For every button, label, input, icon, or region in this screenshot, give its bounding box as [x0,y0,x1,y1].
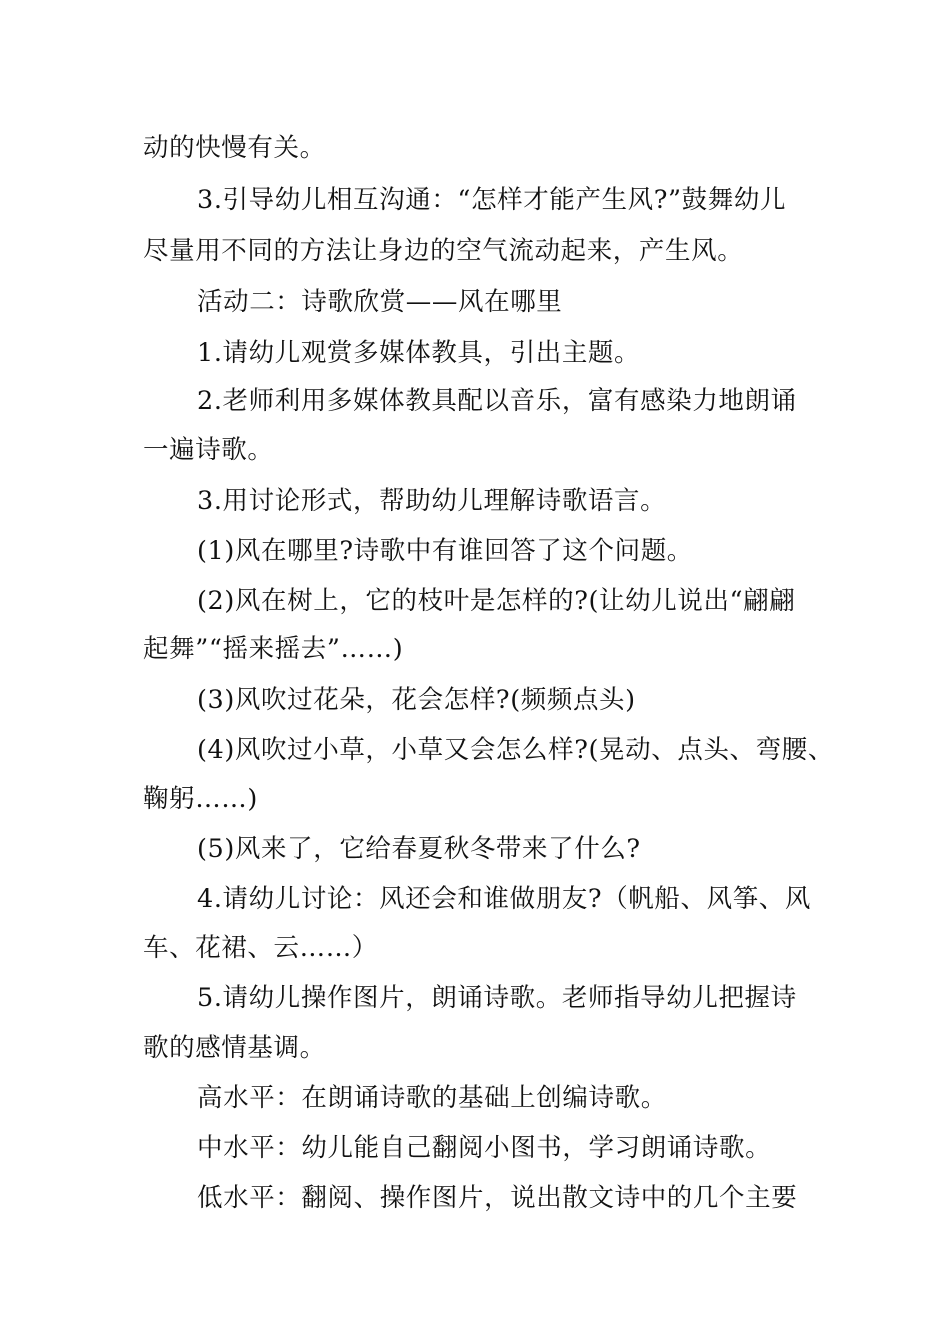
text-line: 高水平：在朗诵诗歌的基础上创编诗歌。 [197,1083,667,1113]
text-line: (2)风在树上，它的枝叶是怎样的?(让幼儿说出“翩翩 [197,586,796,616]
text-line: (1)风在哪里?诗歌中有谁回答了这个问题。 [197,536,693,566]
text-line: 动的快慢有关。 [143,133,326,163]
text-line: 歌的感情基调。 [143,1033,326,1063]
text-line: 一遍诗歌。 [143,435,274,465]
text-line: 2.老师利用多媒体教具配以音乐，富有感染力地朗诵 [197,386,797,416]
text-line: 3.用讨论形式，帮助幼儿理解诗歌语言。 [197,486,667,516]
text-line: 5.请幼儿操作图片，朗诵诗歌。老师指导幼儿把握诗 [197,983,797,1013]
text-line: 4.请幼儿讨论：风还会和谁做朋友?（帆船、风筝、风 [197,884,812,914]
text-line: (5)风来了，它给春夏秋冬带来了什么? [197,834,641,864]
text-line: 起舞”“摇来摇去”……) [143,634,404,664]
text-line: 3.引导幼儿相互沟通：“怎样才能产生风?”鼓舞幼儿 [197,185,787,215]
text-line: 1.请幼儿观赏多媒体教具，引出主题。 [197,338,641,368]
text-line: (4)风吹过小草，小草又会怎么样?(晃动、点头、弯腰、 [197,735,834,765]
text-line: (3)风吹过花朵，花会怎样?(频频点头) [197,685,636,715]
text-line: 鞠躬……) [143,784,258,814]
text-line: 尽量用不同的方法让身边的空气流动起来，产生风。 [143,236,744,266]
text-line: 低水平：翻阅、操作图片，说出散文诗中的几个主要 [197,1183,798,1213]
section-heading: 活动二：诗歌欣赏——风在哪里 [197,287,563,317]
text-line: 车、花裙、云……） [143,933,378,963]
text-line: 中水平：幼儿能自己翻阅小图书，学习朗诵诗歌。 [197,1133,772,1163]
